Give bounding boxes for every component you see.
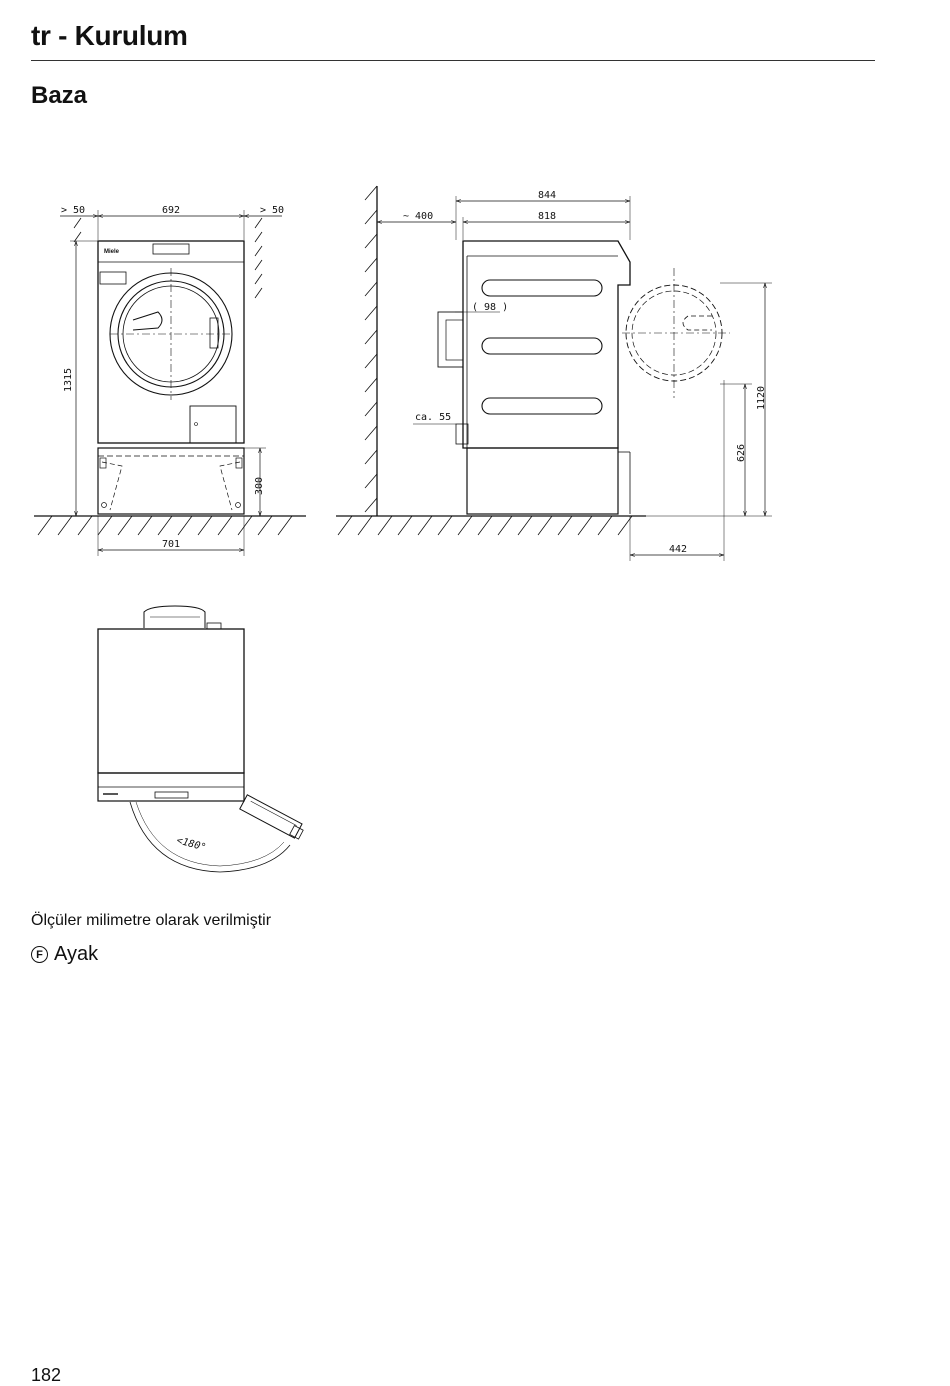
side-base xyxy=(467,448,618,514)
page-header-title: tr - Kurulum xyxy=(31,20,188,51)
dim-height-626: 626 xyxy=(736,443,747,462)
dim-wall-gap: ~ 400 xyxy=(403,211,434,222)
dim-side-depth: 818 xyxy=(538,211,557,222)
legend-item xyxy=(31,943,98,966)
front-view xyxy=(34,210,306,556)
top-machine-body xyxy=(98,629,244,773)
legend-label: Ayak xyxy=(54,943,99,965)
dim-front-height: 1315 xyxy=(63,367,74,392)
units-caption: Ölçüler milimetre olarak verilmiştir xyxy=(31,912,272,929)
svg-text:Miele: Miele xyxy=(104,249,120,255)
top-swing-arc xyxy=(130,802,290,872)
dim-base-width: 701 xyxy=(162,539,181,550)
dim-clear-left: > 50 xyxy=(61,205,86,216)
dim-front-width: 692 xyxy=(162,205,181,216)
front-floor xyxy=(34,516,306,535)
dim-vent: ( 98 ) xyxy=(472,302,509,313)
front-base xyxy=(98,448,244,514)
section-title: Baza xyxy=(31,82,88,109)
side-machine-body xyxy=(463,241,630,448)
top-angle-label: <180° xyxy=(175,835,208,854)
legend-badge: F xyxy=(31,946,48,963)
dim-door-442: 442 xyxy=(669,544,688,555)
top-view xyxy=(98,606,306,872)
page-number: 182 xyxy=(31,1365,62,1385)
dim-depth-total: 844 xyxy=(538,190,557,201)
side-view xyxy=(336,186,772,561)
dim-base-height: 300 xyxy=(254,476,265,495)
dim-height-1120: 1120 xyxy=(756,385,767,410)
top-open-door xyxy=(240,795,306,840)
dim-clear-right: > 50 xyxy=(260,205,285,216)
dim-ca: ca. 55 xyxy=(415,412,452,423)
